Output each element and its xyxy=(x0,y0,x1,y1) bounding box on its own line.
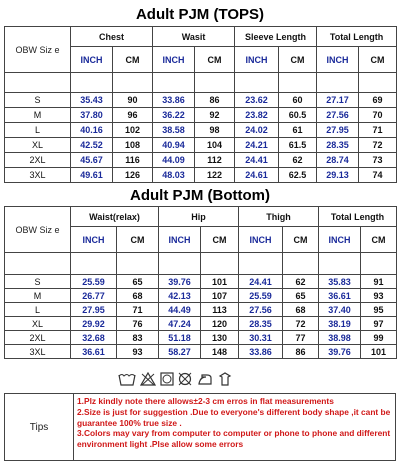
spacer-cell xyxy=(235,73,279,93)
cm-value-cell: 93 xyxy=(361,289,397,303)
inch-value-cell: 47.24 xyxy=(159,317,201,331)
size-cell: 3XL xyxy=(5,345,71,359)
table-row xyxy=(5,108,397,123)
inch-value-cell: 33.86 xyxy=(153,93,195,108)
cm-value-cell: 107 xyxy=(201,289,239,303)
cm-value-cell: 95 xyxy=(361,303,397,317)
size-cell: 3XL xyxy=(5,168,71,183)
inch-value-cell: 36.61 xyxy=(319,289,361,303)
table-row xyxy=(5,317,397,331)
cm-value-cell: 65 xyxy=(283,289,319,303)
spacer-cell xyxy=(279,73,317,93)
inch-value-cell: 42.52 xyxy=(71,138,113,153)
table-row xyxy=(5,275,397,289)
table-row xyxy=(5,138,397,153)
unit-cm: CM xyxy=(283,227,319,253)
unit-inch: INCH xyxy=(317,47,359,73)
cm-value-cell: 86 xyxy=(195,93,235,108)
care-icons xyxy=(118,371,232,387)
tops-title: Adult PJM (TOPS) xyxy=(135,6,265,23)
unit-inch: INCH xyxy=(71,227,117,253)
inch-value-cell: 58.27 xyxy=(159,345,201,359)
inch-value-cell: 33.86 xyxy=(239,345,283,359)
inch-value-cell: 40.94 xyxy=(153,138,195,153)
inch-value-cell: 29.92 xyxy=(71,317,117,331)
tops-size-label: OBW Siz e xyxy=(5,27,71,73)
cm-value-cell: 62 xyxy=(279,153,317,168)
cm-value-cell: 71 xyxy=(359,123,397,138)
inch-value-cell: 35.43 xyxy=(71,93,113,108)
cm-value-cell: 60.5 xyxy=(279,108,317,123)
cm-value-cell: 61.5 xyxy=(279,138,317,153)
cm-value-cell: 62 xyxy=(283,275,319,289)
unit-inch: INCH xyxy=(159,227,201,253)
inch-value-cell: 24.41 xyxy=(239,275,283,289)
inch-value-cell: 36.22 xyxy=(153,108,195,123)
cm-value-cell: 61 xyxy=(279,123,317,138)
size-cell: M xyxy=(5,108,71,123)
inch-value-cell: 24.61 xyxy=(235,168,279,183)
inch-value-cell: 24.21 xyxy=(235,138,279,153)
cm-value-cell: 122 xyxy=(195,168,235,183)
size-cell: S xyxy=(5,93,71,108)
size-cell: 2XL xyxy=(5,331,71,345)
hang-dry-icon xyxy=(218,372,232,386)
spacer-cell xyxy=(317,73,359,93)
cm-value-cell: 62.5 xyxy=(279,168,317,183)
unit-inch: INCH xyxy=(239,227,283,253)
unit-inch: INCH xyxy=(153,47,195,73)
tips-box xyxy=(4,393,396,461)
no-bleach-icon xyxy=(140,372,156,386)
table-row xyxy=(5,331,397,345)
bottom-group-total: Total Length xyxy=(319,207,397,227)
cm-value-cell: 93 xyxy=(117,345,159,359)
wash-tub-icon xyxy=(118,372,136,386)
cm-value-cell: 113 xyxy=(201,303,239,317)
bottom-group-waist: Waist(relax) xyxy=(71,207,159,227)
bottom-title: Adult PJM (Bottom) xyxy=(130,187,270,204)
spacer-cell xyxy=(159,253,201,275)
cm-value-cell: 74 xyxy=(359,168,397,183)
cm-value-cell: 73 xyxy=(359,153,397,168)
inch-value-cell: 30.31 xyxy=(239,331,283,345)
cm-value-cell: 68 xyxy=(283,303,319,317)
spacer-cell xyxy=(359,73,397,93)
tops-spacer-row xyxy=(5,73,397,93)
inch-value-cell: 26.77 xyxy=(71,289,117,303)
tumble-dry-icon xyxy=(160,372,174,386)
table-row xyxy=(5,93,397,108)
size-cell: 2XL xyxy=(5,153,71,168)
unit-cm: CM xyxy=(195,47,235,73)
tip-line-3: 3.Colors may vary from computer to computer or phone to phone and different environment light .Plse allow some errors xyxy=(77,428,391,450)
cm-value-cell: 98 xyxy=(195,123,235,138)
cm-value-cell: 126 xyxy=(113,168,153,183)
cm-value-cell: 83 xyxy=(117,331,159,345)
cm-value-cell: 96 xyxy=(113,108,153,123)
cm-value-cell: 148 xyxy=(201,345,239,359)
cm-value-cell: 86 xyxy=(283,345,319,359)
bottom-spacer-row xyxy=(5,253,397,275)
size-cell: L xyxy=(5,303,71,317)
cm-value-cell: 112 xyxy=(195,153,235,168)
cm-value-cell: 99 xyxy=(361,331,397,345)
tops-group-waist: Wasit xyxy=(153,27,235,47)
cm-value-cell: 108 xyxy=(113,138,153,153)
inch-value-cell: 27.17 xyxy=(317,93,359,108)
spacer-cell xyxy=(201,253,239,275)
spacer-cell xyxy=(71,253,117,275)
cm-value-cell: 76 xyxy=(117,317,159,331)
spacer-cell xyxy=(153,73,195,93)
inch-value-cell: 23.82 xyxy=(235,108,279,123)
bottom-group-hip: Hip xyxy=(159,207,239,227)
unit-inch: INCH xyxy=(235,47,279,73)
spacer-cell xyxy=(5,253,71,275)
inch-value-cell: 40.16 xyxy=(71,123,113,138)
table-row xyxy=(5,345,397,359)
inch-value-cell: 45.67 xyxy=(71,153,113,168)
unit-cm: CM xyxy=(361,227,397,253)
inch-value-cell: 28.35 xyxy=(239,317,283,331)
cm-value-cell: 92 xyxy=(195,108,235,123)
spacer-cell xyxy=(71,73,113,93)
inch-value-cell: 49.61 xyxy=(71,168,113,183)
bottom-size-label: OBW Siz e xyxy=(5,207,71,253)
cm-value-cell: 72 xyxy=(359,138,397,153)
inch-value-cell: 28.74 xyxy=(317,153,359,168)
inch-value-cell: 25.59 xyxy=(239,289,283,303)
size-cell: L xyxy=(5,123,71,138)
size-cell: S xyxy=(5,275,71,289)
inch-value-cell: 48.03 xyxy=(153,168,195,183)
size-cell: XL xyxy=(5,317,71,331)
inch-value-cell: 24.02 xyxy=(235,123,279,138)
cm-value-cell: 70 xyxy=(359,108,397,123)
bottom-size-table xyxy=(4,206,397,359)
unit-cm: CM xyxy=(201,227,239,253)
inch-value-cell: 39.76 xyxy=(319,345,361,359)
tips-text xyxy=(77,396,393,450)
cm-value-cell: 77 xyxy=(283,331,319,345)
cm-value-cell: 120 xyxy=(201,317,239,331)
inch-value-cell: 44.49 xyxy=(159,303,201,317)
inch-value-cell: 51.18 xyxy=(159,331,201,345)
inch-value-cell: 25.59 xyxy=(71,275,117,289)
inch-value-cell: 38.98 xyxy=(319,331,361,345)
inch-value-cell: 27.56 xyxy=(317,108,359,123)
table-row xyxy=(5,153,397,168)
unit-cm: CM xyxy=(113,47,153,73)
spacer-cell xyxy=(319,253,361,275)
tops-group-sleeve: Sleeve Length xyxy=(235,27,317,47)
tops-size-table xyxy=(4,26,397,183)
cm-value-cell: 116 xyxy=(113,153,153,168)
spacer-cell xyxy=(195,73,235,93)
unit-inch: INCH xyxy=(71,47,113,73)
cm-value-cell: 60 xyxy=(279,93,317,108)
iron-icon xyxy=(196,372,214,386)
inch-value-cell: 27.56 xyxy=(239,303,283,317)
table-row xyxy=(5,289,397,303)
bottom-group-thigh: Thigh xyxy=(239,207,319,227)
inch-value-cell: 42.13 xyxy=(159,289,201,303)
inch-value-cell: 37.40 xyxy=(319,303,361,317)
size-cell: M xyxy=(5,289,71,303)
table-row xyxy=(5,123,397,138)
inch-value-cell: 38.19 xyxy=(319,317,361,331)
inch-value-cell: 28.35 xyxy=(317,138,359,153)
unit-cm: CM xyxy=(117,227,159,253)
cm-value-cell: 90 xyxy=(113,93,153,108)
cm-value-cell: 69 xyxy=(359,93,397,108)
inch-value-cell: 44.09 xyxy=(153,153,195,168)
inch-value-cell: 27.95 xyxy=(317,123,359,138)
tops-group-chest: Chest xyxy=(71,27,153,47)
spacer-cell xyxy=(239,253,283,275)
cm-value-cell: 68 xyxy=(117,289,159,303)
cm-value-cell: 102 xyxy=(113,123,153,138)
cm-value-cell: 72 xyxy=(283,317,319,331)
cm-value-cell: 104 xyxy=(195,138,235,153)
spacer-cell xyxy=(113,73,153,93)
unit-inch: INCH xyxy=(319,227,361,253)
spacer-cell xyxy=(283,253,319,275)
tip-line-1: 1.Plz kindly note there allows±2-3 cm erros in flat measurements xyxy=(77,396,334,406)
unit-cm: CM xyxy=(359,47,397,73)
inch-value-cell: 23.62 xyxy=(235,93,279,108)
size-cell: XL xyxy=(5,138,71,153)
cm-value-cell: 65 xyxy=(117,275,159,289)
inch-value-cell: 35.83 xyxy=(319,275,361,289)
inch-value-cell: 24.41 xyxy=(235,153,279,168)
cm-value-cell: 71 xyxy=(117,303,159,317)
tops-group-total: Total Length xyxy=(317,27,397,47)
cm-value-cell: 101 xyxy=(201,275,239,289)
tip-line-2: 2.Size is just for suggestion .Due to everyone's different body shape ,it cant be guarantee 100% true size . xyxy=(77,406,391,428)
cm-value-cell: 97 xyxy=(361,317,397,331)
inch-value-cell: 36.61 xyxy=(71,345,117,359)
spacer-cell xyxy=(117,253,159,275)
spacer-cell xyxy=(361,253,397,275)
spacer-cell xyxy=(5,73,71,93)
inch-value-cell: 29.13 xyxy=(317,168,359,183)
inch-value-cell: 38.58 xyxy=(153,123,195,138)
cm-value-cell: 130 xyxy=(201,331,239,345)
table-row xyxy=(5,168,397,183)
table-row xyxy=(5,303,397,317)
unit-cm: CM xyxy=(279,47,317,73)
inch-value-cell: 32.68 xyxy=(71,331,117,345)
inch-value-cell: 39.76 xyxy=(159,275,201,289)
inch-value-cell: 27.95 xyxy=(71,303,117,317)
inch-value-cell: 37.80 xyxy=(71,108,113,123)
cm-value-cell: 91 xyxy=(361,275,397,289)
no-dry-clean-icon xyxy=(178,372,192,386)
cm-value-cell: 101 xyxy=(361,345,397,359)
tips-label: Tips xyxy=(5,394,74,460)
